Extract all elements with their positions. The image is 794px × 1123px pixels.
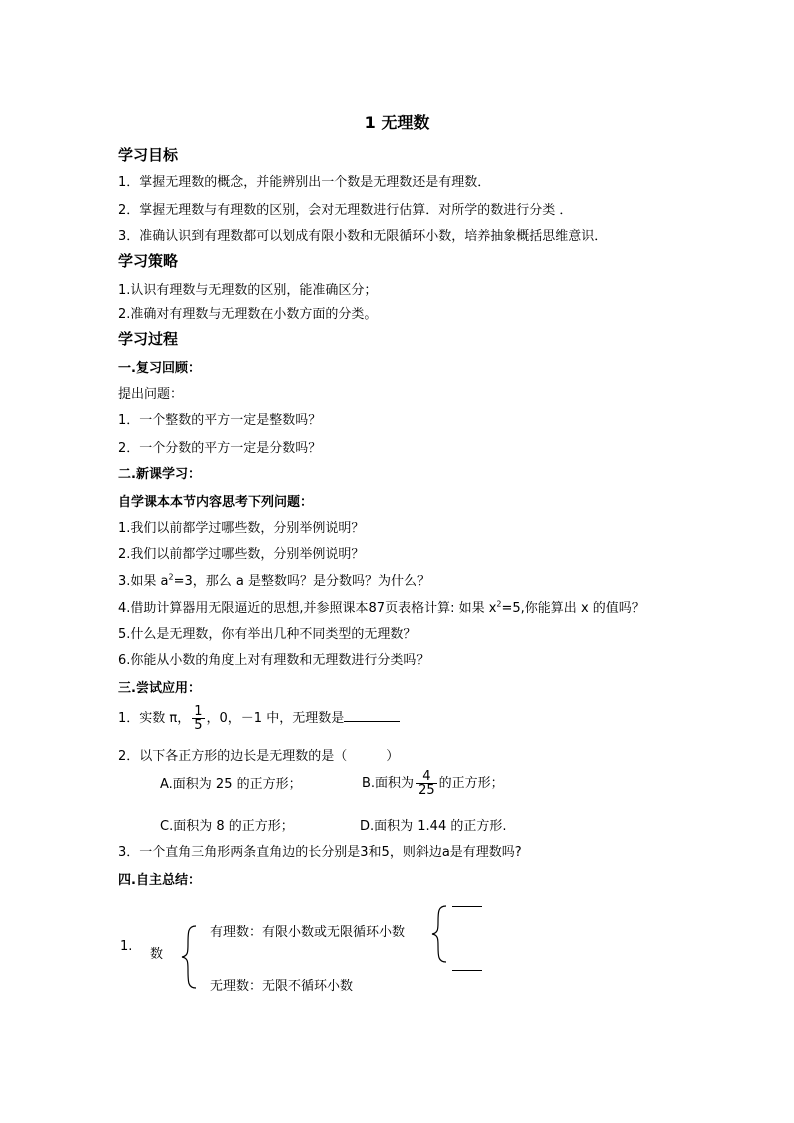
strategy-item-1: 1.认识有理数与无理数的区别，能准确区分； [118,283,378,298]
q3-part-b: =3，那么 a 是整数吗？是分数吗？为什么？ [173,574,431,589]
option-a: A.面积为 25 的正方形； [160,777,302,792]
fraction-denominator: 25 [418,783,435,798]
option-b-pre: B.面积为 [362,776,415,791]
q3-part-a: 3.如果 a [118,574,169,589]
q3-exponent: 2 [168,572,174,582]
q4-part-a: 4.借助计算器用无限逼近的思想,并参照课本87页表格计算: 如果 x [118,601,497,616]
summary-rational: 有理数：有限小数或无限循环小数 [210,925,406,940]
answer-blank [344,707,400,722]
summary-number: 1. [120,939,133,954]
review-item-1: 1．一个整数的平方一定是整数吗？ [118,413,322,428]
fraction-denominator: 5 [194,718,203,733]
q4-exponent: 2 [496,599,502,609]
apply-problem-3: 3．一个直角三角形两条直角边的长分别是3和5，则斜边a是有理数吗? [118,845,522,860]
fraction-numerator: 1 [194,704,203,719]
p1-pre: 1．实数 π， [118,711,191,726]
newlesson-q6: 6.你能从小数的角度上对有理数和无理数进行分类吗？ [118,653,430,668]
p1-post: ，0，－1 中，无理数是 [206,711,345,726]
apply-problem-2: 2．以下各正方形的边长是无理数的是（ ） [118,749,400,764]
newlesson-q4 [118,600,645,618]
summary-blank-2 [452,970,482,971]
strategy-item-2: 2.准确对有理数与无理数在小数方面的分类。 [118,307,378,322]
apply-heading: 三.尝试应用： [118,681,201,696]
review-heading: 一.复习回顾： [118,361,201,376]
summary-root: 数 [150,947,164,962]
summary-heading: 四.自主总结： [118,873,201,888]
apply-problem-1 [118,702,400,736]
review-item-2: 2．一个分数的平方一定是分数吗？ [118,441,322,456]
summary-blank-1 [452,906,482,907]
process-heading: 学习过程 [118,330,179,348]
option-d: D.面积为 1.44 的正方形. [360,819,507,834]
goal-item-3: 3．准确认识到有理数都可以划成有限小数和无限循环小数，培养抽象概括思维意识． [118,229,608,244]
page-title: 1 无理数 [364,113,430,132]
q4-part-b: =5,你能算出 x 的值吗？ [501,601,645,616]
newlesson-q5: 5.什么是无理数，你有举出几种不同类型的无理数？ [118,627,417,642]
newlesson-heading: 二.新课学习： [118,467,201,482]
newlesson-sub: 自学课本本节内容思考下列问题： [118,495,314,510]
fraction-four-25 [416,770,437,797]
goal-item-2: 2．掌握无理数与有理数的区别，会对无理数进行估算．对所学的数进行分类 ． [118,203,573,218]
newlesson-q1: 1.我们以前都学过哪些数，分别举例说明？ [118,521,365,536]
fraction-numerator: 4 [416,770,437,784]
left-brace-icon [180,924,200,990]
goal-item-1: 1．掌握无理数的概念，并能辨别出一个数是无理数还是有理数． [118,175,491,190]
strategy-heading: 学习策略 [118,252,179,270]
option-c: C.面积为 8 的正方形； [160,819,294,834]
newlesson-q2: 2.我们以前都学过哪些数，分别举例说明？ [118,547,365,562]
review-lead: 提出问题： [118,387,184,402]
fraction-one-fifth [192,705,204,732]
goals-heading: 学习目标 [118,146,179,164]
right-brace-icon [430,904,450,964]
option-b-post: 的正方形； [438,776,504,791]
option-b [362,766,504,802]
newlesson-q3 [118,573,430,591]
summary-irrational: 无理数：无限不循环小数 [210,979,354,994]
